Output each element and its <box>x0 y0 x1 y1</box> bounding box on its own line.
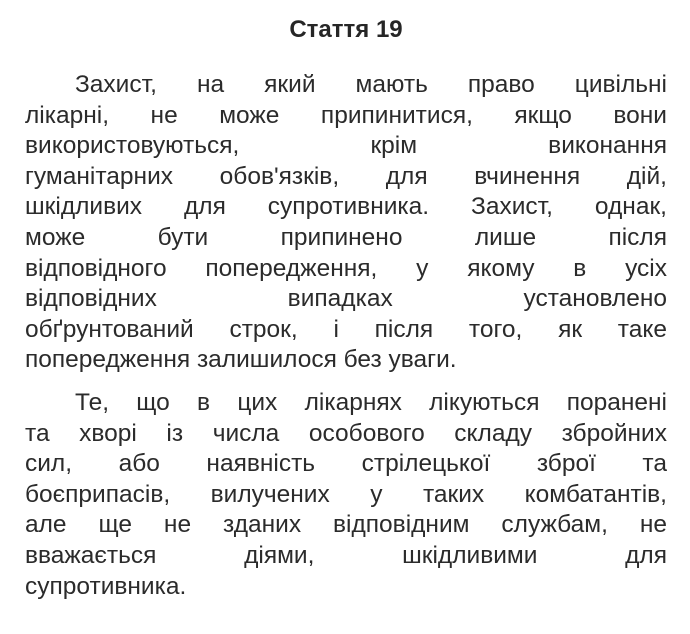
paragraph-line: відповідного попередження, у якому в усіх <box>25 254 667 282</box>
paragraph-line: попередження залишилося без уваги. <box>25 346 457 374</box>
paragraph-line: гуманітарних обов'язків, для вчинення дій, <box>25 162 667 190</box>
paragraph-line: шкідливих для супротивника. Захист, однак, <box>25 193 667 221</box>
paragraph-line: сил, або наявність стрілецької зброї та <box>25 450 667 478</box>
article-title: Стаття 19 <box>289 16 403 43</box>
paragraph-line: Захист, на який мають право цивільні <box>75 71 667 98</box>
paragraph-line: лікарні, не може припинитися, якщо вони <box>25 101 667 129</box>
paragraph-line: Те, що в цих лікарнях лікуються поранені <box>75 388 667 416</box>
paragraph-line: може бути припинено лише після <box>25 223 667 251</box>
paragraph-line: обґрунтований строк, і після того, як таке <box>25 315 667 343</box>
paragraph-line: та хворі із числа особового складу збройних <box>25 419 667 447</box>
paragraph-line: боєприпасів, вилучених у таких комбатантів, <box>25 480 667 508</box>
paragraph-line: але ще не зданих відповідним службам, не <box>25 511 667 539</box>
paragraph-line: використовуються, крім виконання <box>25 132 667 160</box>
paragraph-line: вважається діями, шкідливими для <box>25 541 667 569</box>
paragraph-1 <box>25 70 667 376</box>
paragraph-line: відповідних випадках установлено <box>25 285 667 313</box>
paragraph-2 <box>25 388 667 602</box>
paragraph-line: супротивника. <box>25 572 187 600</box>
